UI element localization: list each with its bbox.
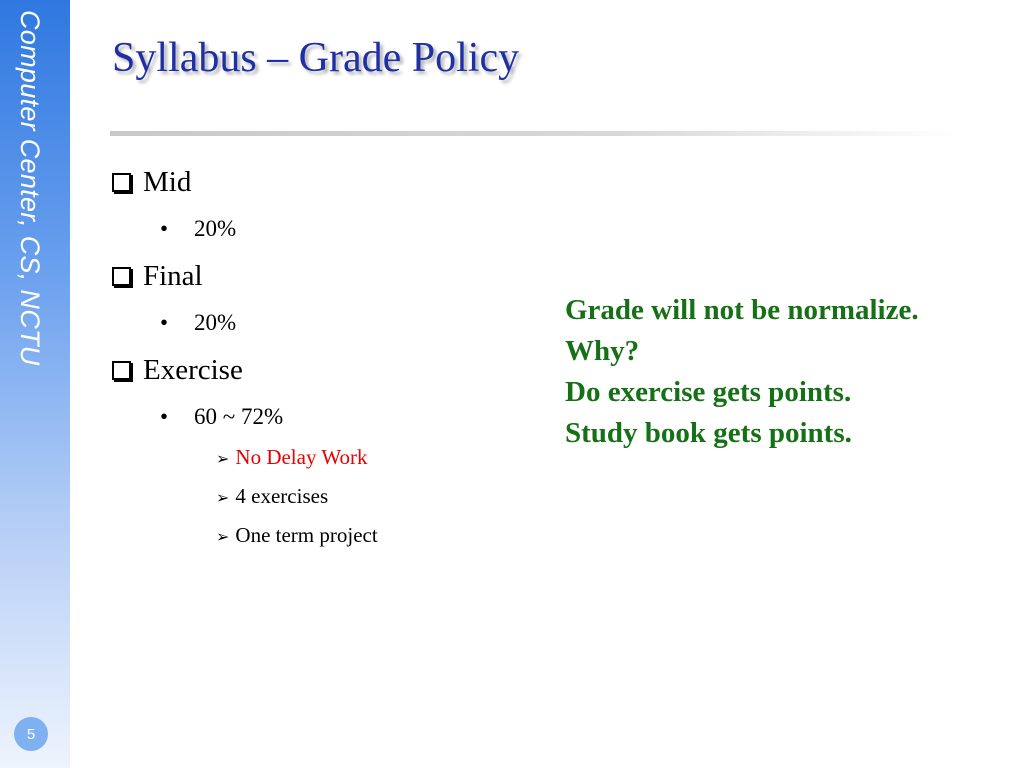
- sub-bullet-label: 60 ~ 72%: [194, 404, 284, 429]
- detail-item: [216, 523, 378, 548]
- note-line: Do exercise gets points.: [565, 376, 852, 408]
- checkbox-bullet-icon: [112, 361, 131, 380]
- checkbox-bullet-icon: [112, 173, 131, 192]
- sub-bullet-mid: [160, 216, 236, 242]
- page-number-badge: 5: [14, 717, 48, 751]
- note-line: Why?: [565, 335, 640, 367]
- detail-item: [216, 484, 328, 509]
- bullet-mid: [112, 166, 191, 199]
- sub-bullet-label: 20%: [194, 216, 237, 241]
- arrow-bullet-icon: ➢: [216, 527, 230, 546]
- dot-bullet-icon: •: [160, 404, 169, 429]
- title-divider: [110, 131, 960, 136]
- dot-bullet-icon: •: [160, 310, 169, 335]
- grade-note: [565, 290, 919, 454]
- bullet-label: Mid: [143, 166, 192, 198]
- sidebar-org-label: Computer Center, CS, NCTU: [15, 10, 45, 366]
- detail-item: [216, 445, 367, 470]
- arrow-bullet-icon: ➢: [216, 449, 230, 468]
- sub-bullet-exercise: [160, 404, 283, 430]
- dot-bullet-icon: •: [160, 216, 169, 241]
- sub-bullet-final: [160, 310, 236, 336]
- detail-label: No Delay Work: [235, 445, 368, 469]
- checkbox-bullet-icon: [112, 267, 131, 286]
- bullet-exercise: [112, 354, 243, 387]
- slide-title: Syllabus – Grade Policy: [112, 35, 520, 81]
- sidebar-band: [0, 0, 70, 768]
- arrow-bullet-icon: ➢: [216, 488, 230, 507]
- bullet-label: Final: [143, 260, 203, 292]
- detail-label: 4 exercises: [235, 484, 329, 508]
- note-line: Grade will not be normalize.: [565, 294, 919, 326]
- bullet-final: [112, 260, 203, 293]
- note-line: Study book gets points.: [565, 417, 852, 449]
- bullet-label: Exercise: [143, 354, 243, 386]
- detail-label: One term project: [235, 523, 378, 547]
- sub-bullet-label: 20%: [194, 310, 237, 335]
